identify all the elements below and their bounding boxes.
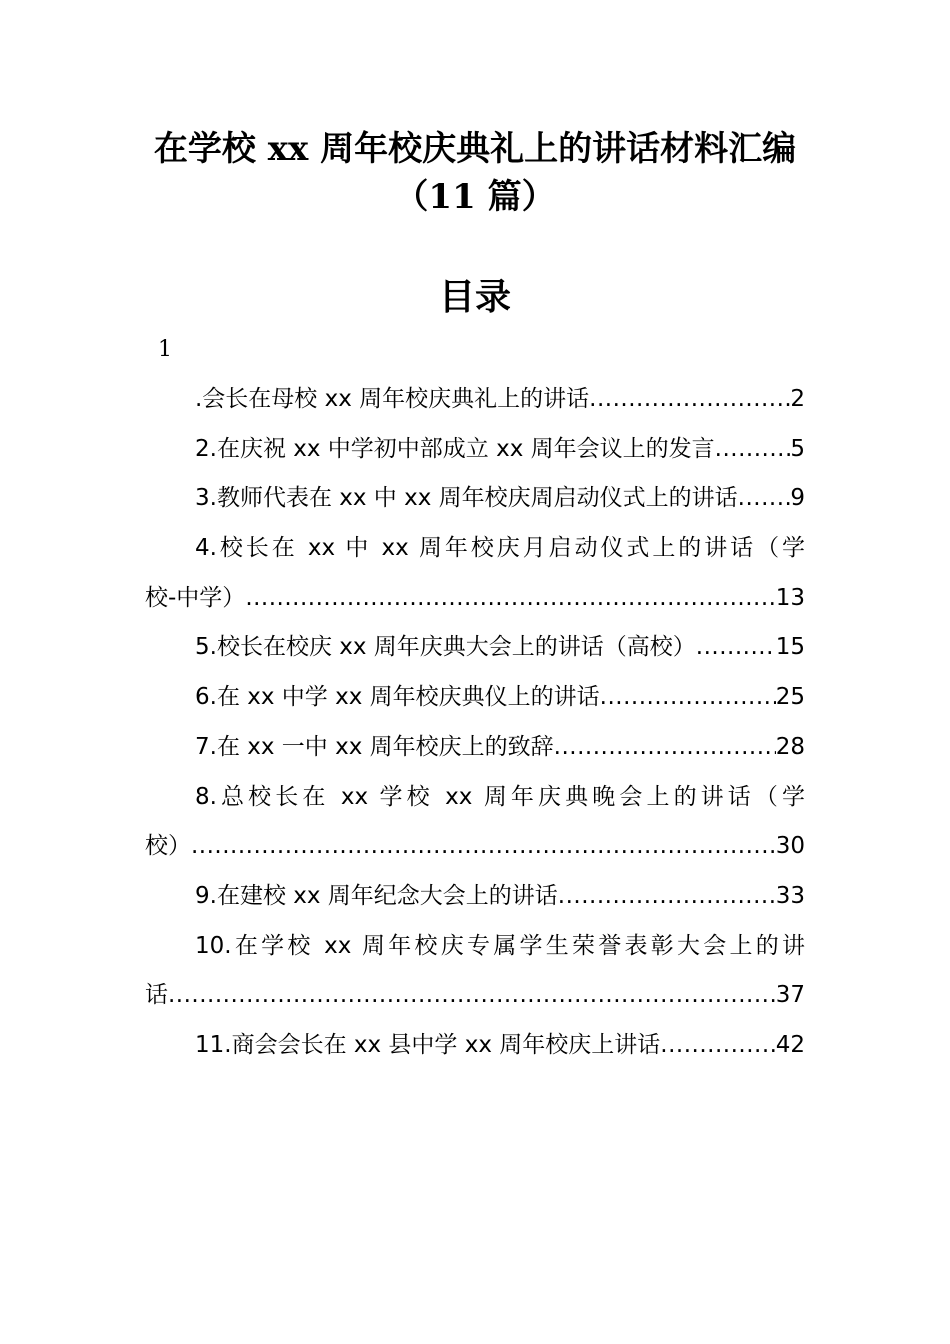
toc-entry-title-cont: 校）	[145, 833, 191, 860]
toc-leader-dots	[589, 375, 790, 425]
toc-entry-title: 9.在建校 xx 周年纪念大会上的讲话	[195, 882, 558, 909]
toc-entry-2[interactable]	[145, 425, 805, 475]
toc-entry-title: 2.在庆祝 xx 中学初中部成立 xx 周年会议上的发言	[195, 435, 715, 462]
page-marker: 1	[158, 337, 172, 362]
toc-leader-dots	[554, 723, 776, 773]
toc-leader-dots	[245, 574, 775, 624]
toc-entry-4-line1[interactable]	[145, 524, 805, 574]
toc-entry-title: 5.校长在校庆 xx 周年庆典大会上的讲话（高校）	[195, 634, 696, 661]
toc-entry-title-cont: 校-中学）	[145, 584, 246, 611]
toc-entry-page: 33	[775, 882, 805, 909]
toc-entry-3[interactable]	[145, 474, 805, 524]
toc-entry-page: 42	[775, 1031, 805, 1058]
toc-entry-1[interactable]	[145, 375, 805, 425]
document-title-line2: （11 篇）	[394, 177, 556, 217]
toc-entry-title: 10.在学校 xx 周年校庆专属学生荣誉表彰大会上的讲	[195, 932, 805, 959]
toc-entry-page: 15	[775, 634, 805, 661]
toc-entry-8-line2[interactable]	[145, 822, 805, 872]
toc-entry-6[interactable]	[145, 673, 805, 723]
toc-entry-7[interactable]	[145, 723, 805, 773]
toc-leader-dots	[660, 1021, 775, 1071]
toc-entry-title: 6.在 xx 中学 xx 周年校庆典仪上的讲话	[195, 684, 600, 711]
toc-leader-dots	[600, 673, 776, 723]
toc-heading: 目录	[438, 276, 511, 318]
toc-entry-title: 8.总校长在 xx 学校 xx 周年庆典晚会上的讲话（学	[195, 783, 805, 810]
toc-entry-page: 2	[790, 386, 805, 412]
table-of-contents	[145, 375, 805, 1071]
toc-entry-page: 37	[775, 982, 805, 1009]
toc-entry-5[interactable]	[145, 623, 805, 673]
toc-entry-10-line1[interactable]	[145, 922, 805, 972]
toc-entry-8-line1[interactable]	[145, 773, 805, 823]
toc-entry-page: 13	[775, 584, 805, 611]
toc-entry-title: 3.教师代表在 xx 中 xx 周年校庆周启动仪式上的讲话	[195, 485, 738, 512]
toc-leader-dots	[715, 425, 791, 475]
toc-entry-4-line2[interactable]	[145, 574, 805, 624]
toc-entry-title: 7.在 xx 一中 xx 周年校庆上的致辞	[195, 733, 554, 760]
toc-entry-page: 30	[775, 833, 805, 860]
toc-leader-dots	[168, 971, 776, 1021]
document-title-line1: 在学校 xx 周年校庆典礼上的讲话材料汇编	[153, 129, 797, 169]
toc-entry-title-cont: 话	[145, 982, 168, 1009]
toc-entry-title: 11.商会会长在 xx 县中学 xx 周年校庆上讲话	[195, 1031, 661, 1058]
toc-entry-page: 9	[790, 485, 805, 512]
toc-entry-11[interactable]	[145, 1021, 805, 1071]
toc-leader-dots	[558, 872, 776, 922]
toc-entry-title: 4.校长在 xx 中 xx 周年校庆月启动仪式上的讲话（学	[195, 535, 805, 562]
toc-entry-title: .会长在母校 xx 周年校庆典礼上的讲话	[195, 386, 590, 412]
toc-entry-page: 5	[790, 435, 805, 462]
toc-entry-page: 25	[775, 684, 805, 711]
toc-entry-page: 28	[775, 733, 805, 760]
toc-leader-dots	[696, 623, 776, 673]
toc-entry-10-line2[interactable]	[145, 971, 805, 1021]
toc-entry-9[interactable]	[145, 872, 805, 922]
toc-leader-dots	[191, 822, 776, 872]
toc-leader-dots	[738, 474, 791, 524]
